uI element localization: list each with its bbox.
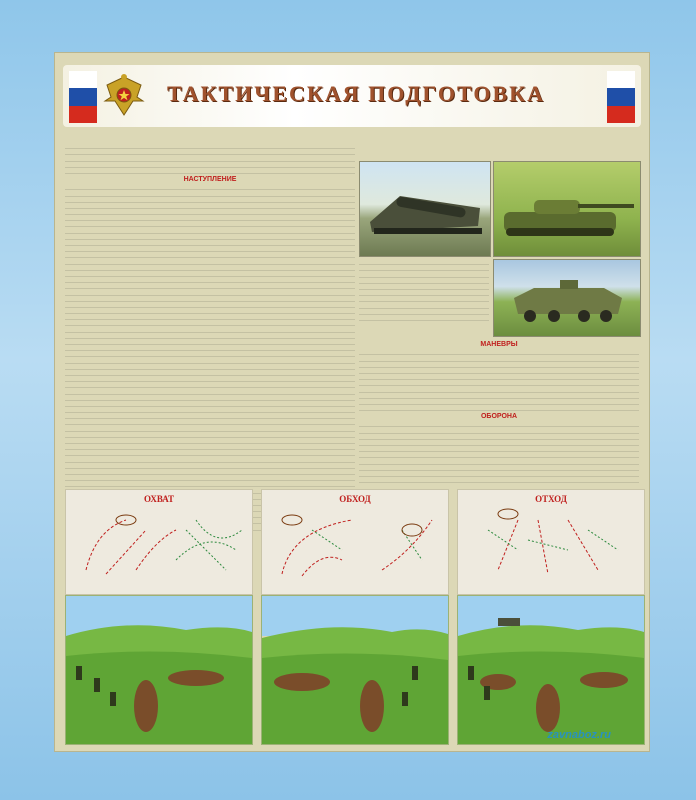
diagram-title: ОТХОД — [535, 494, 567, 504]
diagram-bypass — [261, 489, 449, 595]
scene-bypass — [261, 595, 449, 745]
poster-header — [63, 65, 641, 127]
scene-withdrawal — [457, 595, 645, 745]
tank-photo — [493, 161, 641, 257]
diagram-title: ОХВАТ — [144, 494, 174, 504]
page-title: ТАКТИЧЕСКАЯ ПОДГОТОВКА — [167, 81, 545, 106]
section-heading-maneuvers: МАНЕВРЫ — [480, 341, 518, 348]
watermark: zavnaboz.ru — [547, 729, 611, 741]
section-heading-offense: НАСТУПЛЕНИЕ — [183, 175, 237, 183]
armored-vehicle-photo — [493, 259, 641, 337]
missile-launcher-photo — [359, 161, 491, 257]
diagram-withdrawal — [457, 489, 645, 595]
poster — [54, 52, 650, 752]
army-emblem-icon — [101, 71, 147, 121]
battlefield-scenes — [65, 595, 643, 743]
diagram-title: ОБХОД — [339, 494, 371, 504]
left-text-column — [65, 143, 355, 533]
scene-envelopment — [65, 595, 253, 745]
right-text-column — [359, 339, 639, 485]
russian-flag-icon — [69, 71, 97, 123]
russian-flag-icon — [607, 71, 635, 123]
diagram-envelopment — [65, 489, 253, 595]
right-text-upper — [359, 259, 489, 325]
section-heading-defense: ОБОРОНА — [480, 413, 518, 421]
maneuver-diagrams — [65, 489, 643, 593]
